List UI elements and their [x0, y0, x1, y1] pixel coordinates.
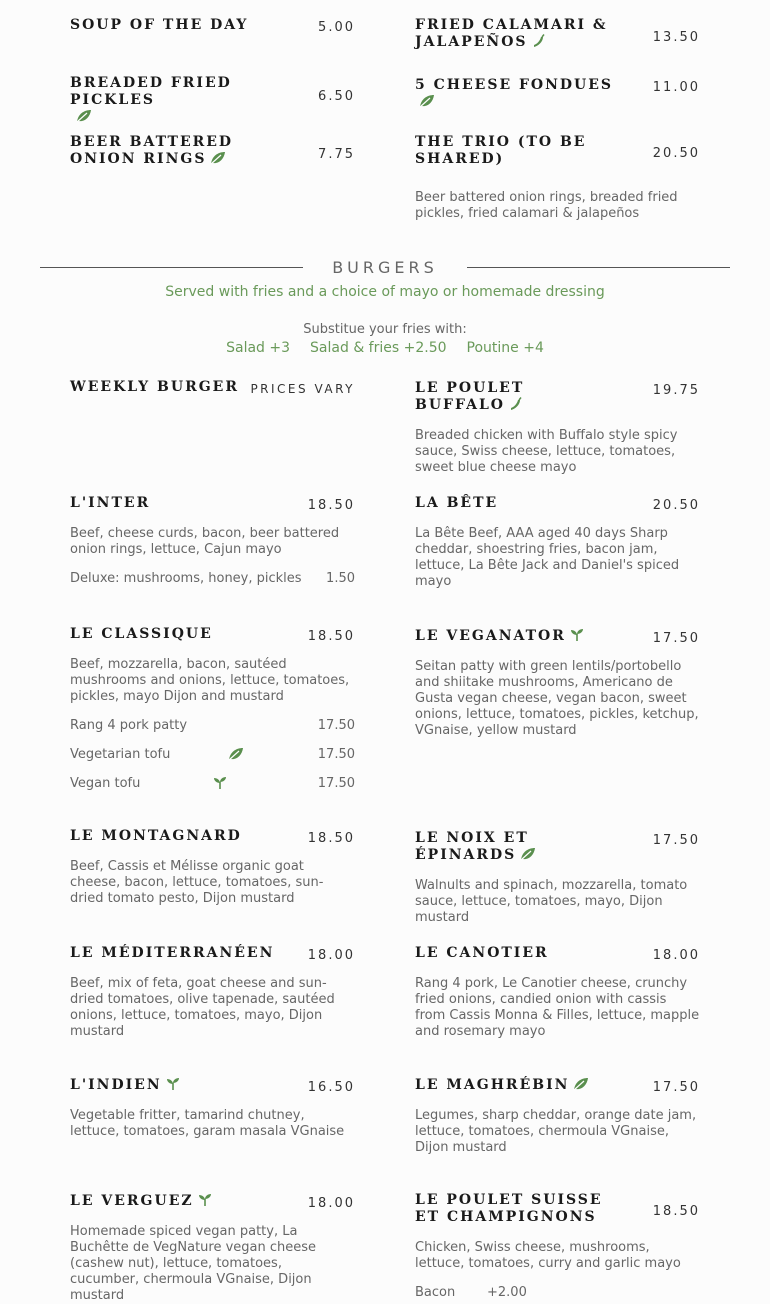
leaf-icon — [573, 1077, 589, 1091]
item-description: Breaded chicken with Buffalo style spicy sauce, Swiss cheese, lettuce, tomatoes, sweet blue cheese mayo — [415, 428, 678, 475]
leaf-icon — [419, 94, 435, 108]
item-description: Beef, mix of feta, goat cheese and sun-dried tomatoes, olive tapenade, sautéed onions, lettuce, tomatoes, mayo, Dijon mustard — [70, 976, 335, 1039]
pepper-icon — [532, 34, 546, 48]
item-description: Rang 4 pork, Le Canotier cheese, crunchy fried onions, candied onion with cassis from Cassis Monna & Filles, lettuce, mapple and rosemary mayo — [415, 976, 700, 1039]
item-name: LE POULET SUISSE ET CHAMPIGNONS — [415, 1192, 603, 1225]
item-description: Seitan patty with green lentils/portobello and shiitake mushrooms, Americano de Gusta vegan cheese, vegan bacon, sweet onions, lettuce, tomatoes, pickles, ketchup, VGnaise, yellow mustard — [415, 659, 699, 738]
option-label: Deluxe: mushrooms, honey, pickles — [70, 571, 302, 586]
item-name: LE CANOTIER — [415, 945, 549, 961]
item-price: 18.00 — [307, 1196, 355, 1211]
item-name: THE TRIO (TO BE SHARED) — [415, 134, 587, 167]
menu-item — [70, 828, 355, 907]
menu-item — [415, 134, 700, 222]
menu-item — [415, 830, 700, 926]
menu-item — [70, 945, 355, 1040]
menu-item — [415, 495, 700, 590]
item-price: 6.50 — [318, 89, 355, 104]
item-name: L'INDIEN — [70, 1077, 355, 1094]
item-name: LE MONTAGNARD — [70, 828, 242, 844]
menu-item — [70, 17, 355, 34]
item-price: 17.50 — [652, 1080, 700, 1095]
menu-item — [415, 945, 700, 1040]
section-subtitle: Served with fries and a choice of mayo or homemade dressing — [165, 284, 605, 300]
pepper-icon — [509, 397, 523, 411]
item-price: 18.50 — [307, 831, 355, 846]
item-description: Vegetable fritter, tamarind chutney, lettuce, tomatoes, garam masala VGnaise — [70, 1108, 345, 1139]
item-name: 5 CHEESE FONDUES — [415, 77, 700, 111]
option-price: 17.50 — [317, 718, 355, 733]
item-price: 17.50 — [652, 833, 700, 848]
item-name: BREADED FRIED PICKLES — [70, 75, 355, 126]
item-option — [70, 747, 355, 763]
item-price: 18.50 — [307, 629, 355, 644]
section-title: BURGERS — [332, 258, 438, 277]
option-label: Vegetarian tofu — [70, 747, 171, 762]
menu-item — [70, 379, 355, 396]
menu-item — [415, 77, 700, 111]
sprout-icon — [213, 776, 227, 790]
sprout-icon — [198, 1193, 212, 1207]
item-description: Legumes, sharp cheddar, orange date jam, lettuce, tomatoes, chermoula VGnaise, Dijon mustard — [415, 1108, 697, 1155]
item-price: 16.50 — [307, 1080, 355, 1095]
option-price: 17.50 — [317, 747, 355, 762]
menu-item — [70, 1193, 355, 1304]
item-option — [70, 718, 355, 734]
item-name: SOUP OF THE DAY — [70, 17, 249, 33]
substitute-poutine: Poutine +4 — [466, 340, 544, 356]
item-name: LE MAGHRÉBIN — [415, 1077, 700, 1094]
item-price: PRICES VARY — [250, 382, 355, 396]
item-price: 18.50 — [652, 1204, 700, 1219]
item-price: 5.00 — [318, 20, 355, 35]
leaf-icon — [520, 847, 536, 861]
sprout-icon — [570, 628, 584, 642]
option-price: 1.50 — [326, 571, 355, 586]
item-description: Homemade spiced vegan patty, La Buchêtte de VegNature vegan cheese (cashew nut), lettuce, tomatoes, cucumber, chermoula VGnaise, Dijon mustard — [70, 1224, 317, 1303]
menu-item — [70, 1077, 355, 1140]
menu-item — [70, 626, 355, 792]
option-label: Vegan tofu — [70, 776, 141, 791]
item-price: 11.00 — [652, 80, 700, 95]
item-description: Beef, Cassis et Mélisse organic goat cheese, bacon, lettuce, tomatoes, sun-dried tomato pesto, Dijon mustard — [70, 859, 324, 906]
substitute-salad-fries: Salad & fries +2.50 — [310, 340, 447, 356]
menu-item — [415, 628, 700, 739]
item-price: 20.50 — [652, 146, 700, 161]
item-description: La Bête Beef, AAA aged 40 days Sharp cheddar, shoestring fries, bacon jam, lettuce, La Bête Jack and Daniel's spiced mayo — [415, 526, 680, 589]
item-name: LA BÊTE — [415, 495, 499, 511]
item-name: LE POULET BUFFALO — [415, 380, 525, 413]
item-description: Beef, cheese curds, bacon, beer battered onion rings, lettuce, Cajun mayo — [70, 526, 340, 557]
menu-item — [415, 1192, 700, 1301]
leaf-icon — [76, 109, 92, 123]
sprout-icon — [166, 1077, 180, 1091]
substitute-label: Substitue your fries with: — [303, 322, 467, 337]
leaf-icon — [228, 747, 244, 761]
item-option — [415, 1285, 700, 1301]
item-name: FRIED CALAMARI & JALAPEÑOS — [415, 17, 608, 50]
item-name: LE MÉDITERRANÉEN — [70, 945, 275, 961]
item-description: Chicken, Swiss cheese, mushrooms, lettuce, tomatoes, curry and garlic mayo — [415, 1240, 681, 1271]
item-price: 19.75 — [652, 383, 700, 398]
item-description: Beer battered onion rings, breaded fried pickles, fried calamari & jalapeños — [415, 190, 678, 221]
menu-item — [415, 17, 700, 51]
item-name: LE VEGANATOR — [415, 628, 700, 645]
item-name: WEEKLY BURGER — [70, 379, 239, 395]
item-name: LE CLASSIQUE — [70, 626, 213, 642]
item-price: 13.50 — [652, 30, 700, 45]
menu-item — [70, 495, 355, 587]
item-description: Walnults and spinach, mozzarella, tomato sauce, lettuce, tomatoes, mayo, Dijon mustard — [415, 878, 688, 925]
substitute-options — [0, 340, 770, 356]
leaf-icon — [210, 151, 226, 165]
item-price: 18.00 — [652, 948, 700, 963]
item-price: 18.50 — [307, 498, 355, 513]
item-price: 17.50 — [652, 631, 700, 646]
menu-item — [70, 134, 355, 168]
menu-item — [415, 380, 700, 476]
item-price: 7.75 — [318, 147, 355, 162]
item-price: 20.50 — [652, 498, 700, 513]
item-option — [70, 571, 355, 587]
item-price: 18.00 — [307, 948, 355, 963]
item-option — [70, 776, 355, 792]
menu-item — [415, 1077, 700, 1156]
substitute-salad: Salad +3 — [226, 340, 291, 356]
option-label: Rang 4 pork patty — [70, 718, 188, 733]
item-name: BEER BATTERED ONION RINGS — [70, 134, 234, 167]
option-label: Bacon — [415, 1285, 456, 1300]
option-price: 17.50 — [317, 776, 355, 791]
menu-item — [70, 75, 355, 126]
item-name: L'INTER — [70, 495, 151, 511]
item-name: LE NOIX ET ÉPINARDS — [415, 830, 700, 864]
item-description: Beef, mozzarella, bacon, sautéed mushrooms and onions, lettuce, tomatoes, pickles, mayo Dijon and mustard — [70, 657, 350, 704]
option-price: +2.00 — [487, 1285, 527, 1300]
item-name: LE VERGUEZ — [70, 1193, 355, 1210]
